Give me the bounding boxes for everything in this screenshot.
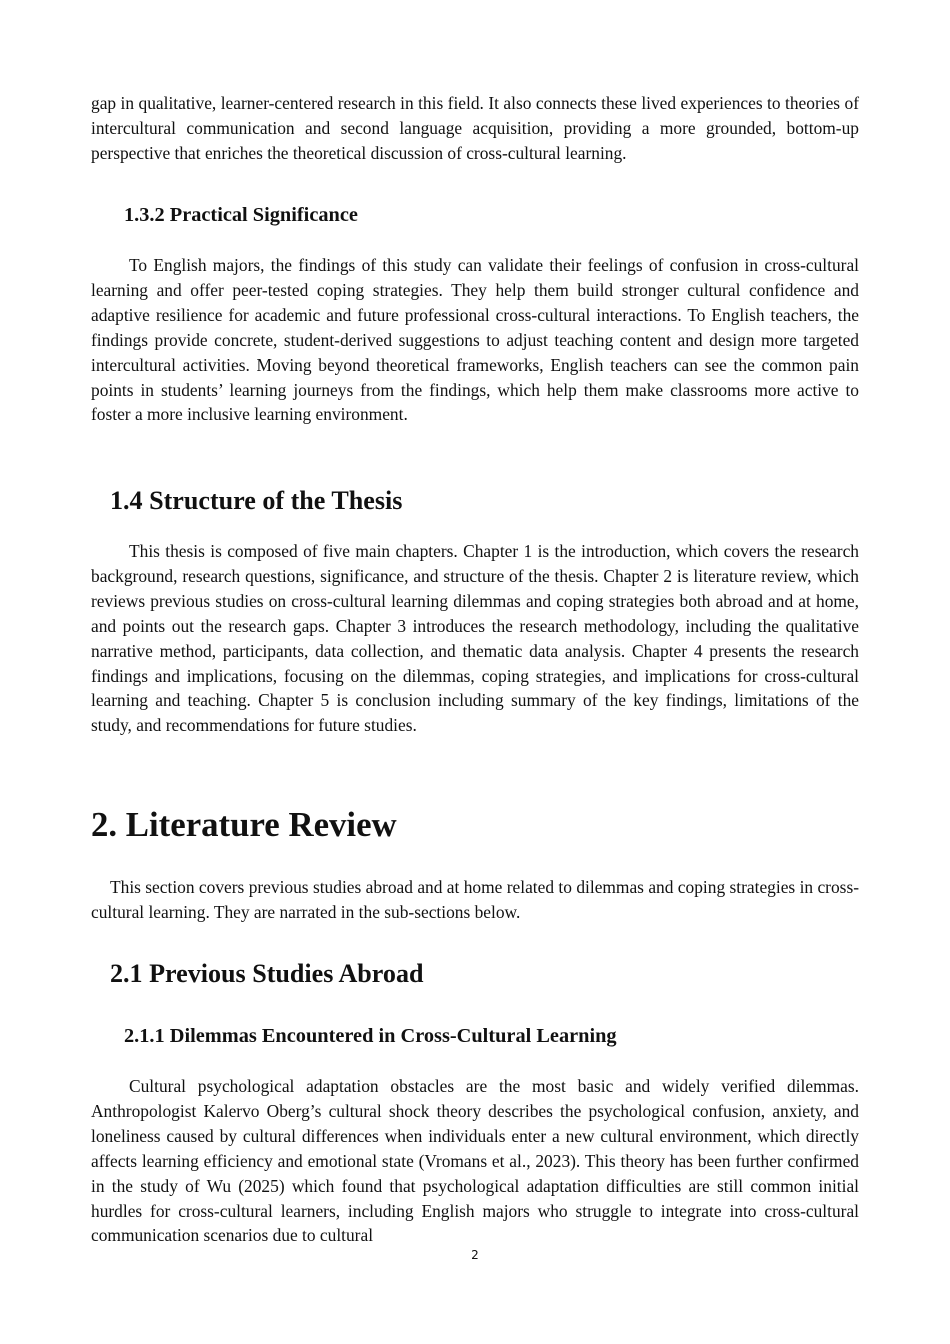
paragraph-section-overview: This section covers previous studies abroad and at home related to dilemmas and coping strategies in cross-cultural learning. They are narrated in the sub-sections below.	[91, 877, 859, 922]
heading-1-3-2: 1.3.2 Practical Significance	[124, 204, 358, 226]
page-number: 2	[471, 1248, 479, 1262]
paragraph-thesis-structure: This thesis is composed of five main chapters. Chapter 1 is the introduction, which covers the research background, research questions, significance, and structure of the thesis. Chapter 2 is literature review, which reviews previous studies on cross-cultural learning dilemmas and coping strategies both abroad and at home, and points out the research gaps. Chapter 3 introduces the research methodology, including the qualitative narrative method, participants, data collection, and thematic data analysis. Chapter 4 presents the research findings and implications, focusing on the dilemmas, coping strategies, and implications for cross-cultural learning and teaching. Chapter 5 is conclusion including summary of the key findings, limitations of the study, and recommendations for future studies.	[91, 541, 859, 736]
heading-1-4: 1.4 Structure of the Thesis	[110, 486, 403, 515]
paragraph-cultural-adaptation: Cultural psychological adaptation obstacles are the most basic and widely verified dilemmas. Anthropologist Kalervo Oberg’s cultural shock theory describes the psychological confusion, anxiety, and loneliness caused by cultural differences when individuals enter a new cultural environment, which directly affects learning efficiency and emotional state (Vromans et al., 2023). This theory has been further confirmed in the study of Wu (2025) which found that psychological adaptation difficulties are still common initial hurdles for cross-cultural learners, including English majors who struggle to integrate into cross-cultural communication scenarios due to cultural	[91, 1076, 859, 1246]
paragraph-practical-significance: To English majors, the findings of this study can validate their feelings of confusion in cross-cultural learning and offer peer-tested coping strategies. They help them build stronger cultural confidence and adaptive resilience for academic and future professional cross-cultural interactions. To English teachers, the findings provide concrete, student-derived suggestions to adjust teaching content and design more targeted intercultural activities. Moving beyond theoretical frameworks, English teachers can see the common pain points in students’ learning journeys from the findings, which help them make classrooms more active to foster a more inclusive learning environment.	[91, 255, 859, 425]
heading-2-1: 2.1 Previous Studies Abroad	[110, 959, 424, 988]
paragraph-theoretical-significance-end: gap in qualitative, learner-centered research in this field. It also connects these lived experiences to theories of intercultural communication and second language acquisition, providing a more grounded, bottom-up perspective that enriches the theoretical discussion of cross-cultural learning.	[91, 93, 859, 163]
heading-2-1-1: 2.1.1 Dilemmas Encountered in Cross-Cultural Learning	[124, 1025, 617, 1047]
heading-2-literature-review: 2. Literature Review	[91, 805, 397, 844]
